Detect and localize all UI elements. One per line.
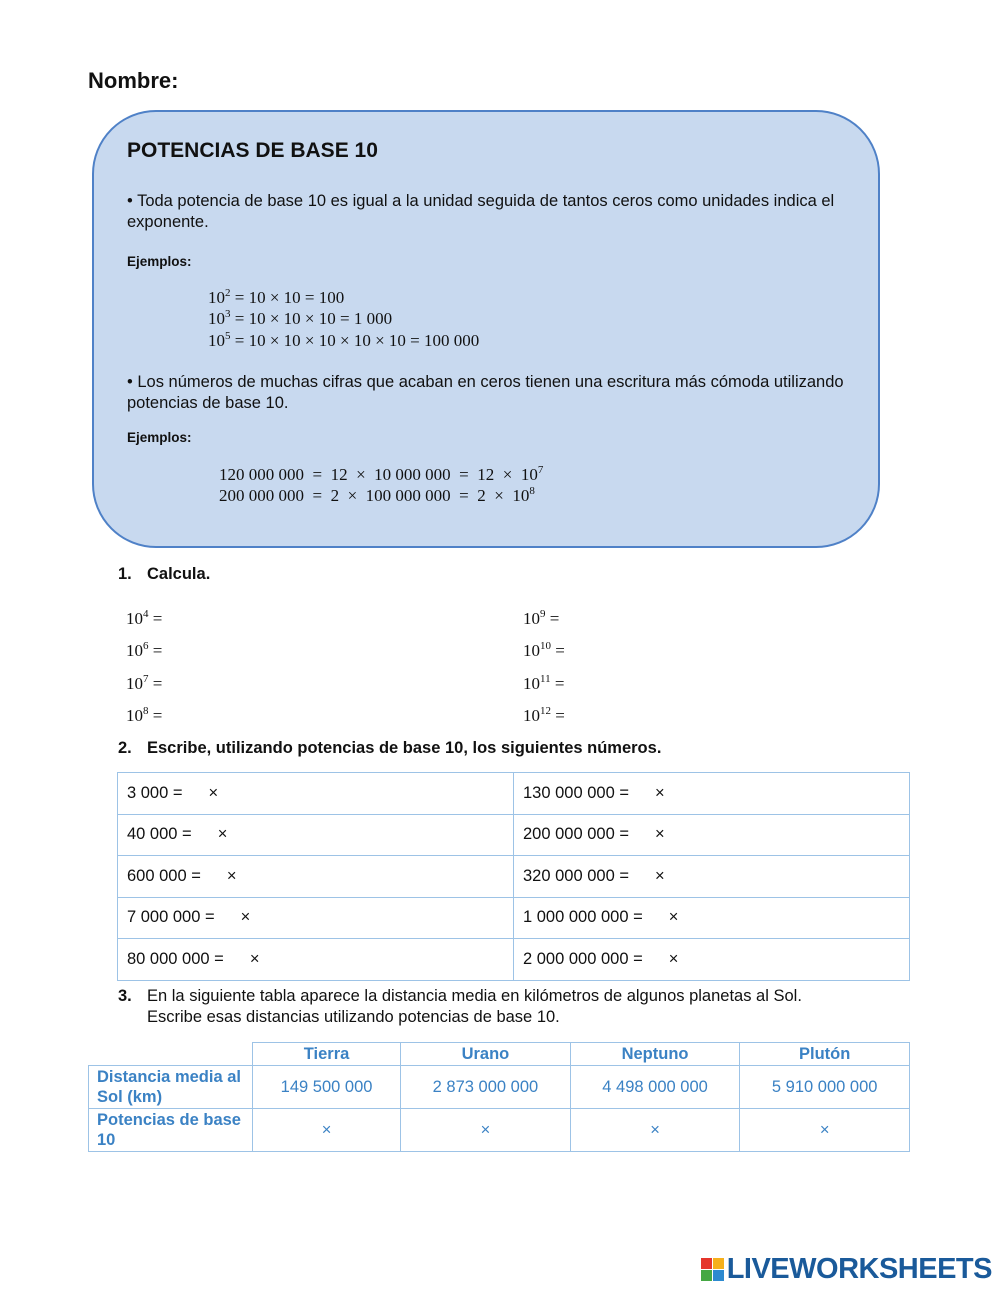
table-row: [118, 814, 910, 856]
example-decomposition-line: [219, 486, 535, 506]
answer-cell[interactable]: [514, 773, 910, 815]
table-header-row: [89, 1043, 910, 1066]
number-label: 2 000 000 000 =: [523, 949, 643, 968]
times-sign: ×: [654, 825, 665, 844]
calc-exponent: 4: [143, 608, 149, 620]
distance-cell: 2 873 000 000: [401, 1066, 571, 1109]
table-row: [118, 939, 910, 981]
question-title: Calcula.: [147, 565, 211, 583]
number-label: 200 000 000 =: [523, 825, 629, 844]
times-sign: ×: [240, 908, 251, 927]
table-row: [118, 773, 910, 815]
power-answer-cell[interactable]: ×: [570, 1109, 740, 1152]
distance-cell: 149 500 000: [253, 1066, 401, 1109]
answer-cell[interactable]: [118, 773, 514, 815]
answer-cell[interactable]: [118, 897, 514, 939]
number-label: 1 000 000 000 =: [523, 908, 643, 927]
times-sign: ×: [654, 783, 665, 802]
question-1-heading: [118, 565, 210, 584]
number-label: 40 000 =: [127, 825, 192, 844]
rule-paragraph-1: • Toda potencia de base 10 es igual a la unidad seguida de tantos ceros como unidades indica el exponente.: [127, 192, 835, 231]
row-label: Distancia media al Sol (km): [89, 1066, 253, 1109]
number-label: 7 000 000 =: [127, 908, 215, 927]
distance-cell: 5 910 000 000: [740, 1066, 910, 1109]
number-label: 80 000 000 =: [127, 949, 224, 968]
question-3-line-1: En la siguiente tabla aparece la distancia media en kilómetros de algunos planetas al Sol.: [147, 987, 802, 1005]
calc-exponent: 11: [540, 673, 551, 685]
example-power-line: $10^2 = 10 \times 10 = 100$: [208, 287, 345, 307]
powers-table: [117, 772, 910, 981]
logo-text: LIVEWORKSHEETS: [726, 1253, 992, 1285]
planet-header: Neptuno: [570, 1043, 740, 1066]
question-number: 2.: [118, 739, 132, 757]
box-title: POTENCIAS DE BASE 10: [127, 139, 378, 162]
examples-label-2: Ejemplos:: [127, 430, 192, 445]
example-exponent: 3: [225, 308, 231, 320]
times-sign: ×: [654, 866, 665, 885]
planet-header: Plutón: [740, 1043, 910, 1066]
example-exponent: 8: [529, 485, 535, 497]
examples-label-1: Ejemplos:: [127, 254, 192, 269]
example-power-line: $10^5 = 10 \times 10 \times 10 \times 10 \times 10 = 100$ 000: [208, 330, 480, 350]
calc-item[interactable]: $10^4$ =: [126, 608, 163, 628]
power-answer-cell[interactable]: ×: [253, 1109, 401, 1152]
example-expansion: = 10 × 10 = 100: [230, 288, 345, 307]
times-sign: ×: [668, 949, 679, 968]
question-2-heading: [118, 739, 661, 758]
planet-header: Urano: [401, 1043, 571, 1066]
number-label: 320 000 000 =: [523, 866, 629, 885]
logo-blocks-icon: [701, 1258, 724, 1281]
answer-cell[interactable]: [118, 939, 514, 981]
example-decomposition-text: 200 000 000 = 2 × 100 000 000 = 2 × 10: [219, 486, 530, 505]
answer-cell[interactable]: [514, 897, 910, 939]
calc-exponent: 8: [143, 705, 149, 717]
name-label: Nombre:: [88, 68, 179, 93]
number-label: 600 000 =: [127, 866, 201, 885]
example-expansion: = 10 × 10 × 10 = 1 000: [230, 309, 393, 328]
number-label: 3 000 =: [127, 783, 183, 802]
power-answer-cell[interactable]: ×: [740, 1109, 910, 1152]
times-sign: ×: [249, 949, 260, 968]
planets-table: [88, 1042, 910, 1152]
question-3-line-2: Escribe esas distancias utilizando potencias de base 10.: [147, 1008, 560, 1026]
answer-cell[interactable]: [514, 814, 910, 856]
calc-item[interactable]: $10^{12}$ =: [523, 705, 565, 725]
distance-cell: 4 498 000 000: [570, 1066, 740, 1109]
example-expansion: = 10 × 10 × 10 × 10 × 10 = 100 000: [230, 331, 480, 350]
times-sign: ×: [208, 783, 219, 802]
calc-exponent: 12: [540, 705, 551, 717]
number-label: 130 000 000 =: [523, 783, 629, 802]
times-sign: ×: [226, 866, 237, 885]
distance-row: [89, 1066, 910, 1109]
table-row: [118, 856, 910, 898]
question-number: 1.: [118, 565, 132, 583]
times-sign: ×: [668, 908, 679, 927]
calc-item[interactable]: $10^9$ =: [523, 608, 560, 628]
answer-cell[interactable]: [118, 814, 514, 856]
calc-exponent: 6: [143, 640, 149, 652]
rule-paragraph-2: • Los números de muchas cifras que acaban en ceros tienen una escritura más cómoda utilizando potencias de base 10.: [127, 373, 844, 412]
row-label: Potencias de base 10: [89, 1109, 253, 1152]
times-sign: ×: [217, 825, 228, 844]
empty-header-cell: [89, 1043, 253, 1066]
question-title: Escribe, utilizando potencias de base 10, los siguientes números.: [147, 739, 662, 757]
calc-exponent: 10: [540, 640, 551, 652]
example-decomposition-text: 120 000 000 = 12 × 10 000 000 = 12 × 10: [219, 465, 538, 484]
calc-item[interactable]: $10^6$ =: [126, 640, 163, 660]
example-exponent: 5: [225, 330, 231, 342]
question-number: 3.: [118, 987, 132, 1005]
answer-cell[interactable]: [514, 856, 910, 898]
example-decomposition-line: [219, 465, 543, 485]
answer-cell[interactable]: [118, 856, 514, 898]
answer-cell[interactable]: [514, 939, 910, 981]
calc-item[interactable]: $10^8$ =: [126, 705, 163, 725]
calc-item[interactable]: $10^{11}$ =: [523, 673, 565, 693]
liveworksheets-logo[interactable]: [701, 1253, 992, 1286]
calc-item[interactable]: $10^7$ =: [126, 673, 163, 693]
example-power-line: $10^3 = 10 \times 10 \times 10 = 1$ 000: [208, 308, 393, 328]
table-row: [118, 897, 910, 939]
powers-row: [89, 1109, 910, 1152]
question-3-heading: [118, 986, 878, 1028]
planet-header: Tierra: [253, 1043, 401, 1066]
calc-exponent: 7: [143, 673, 149, 685]
calc-exponent: 9: [540, 608, 546, 620]
example-exponent: 2: [225, 287, 231, 299]
example-exponent: 7: [537, 464, 544, 476]
power-answer-cell[interactable]: ×: [401, 1109, 571, 1152]
calc-item[interactable]: $10^{10}$ =: [523, 640, 565, 660]
